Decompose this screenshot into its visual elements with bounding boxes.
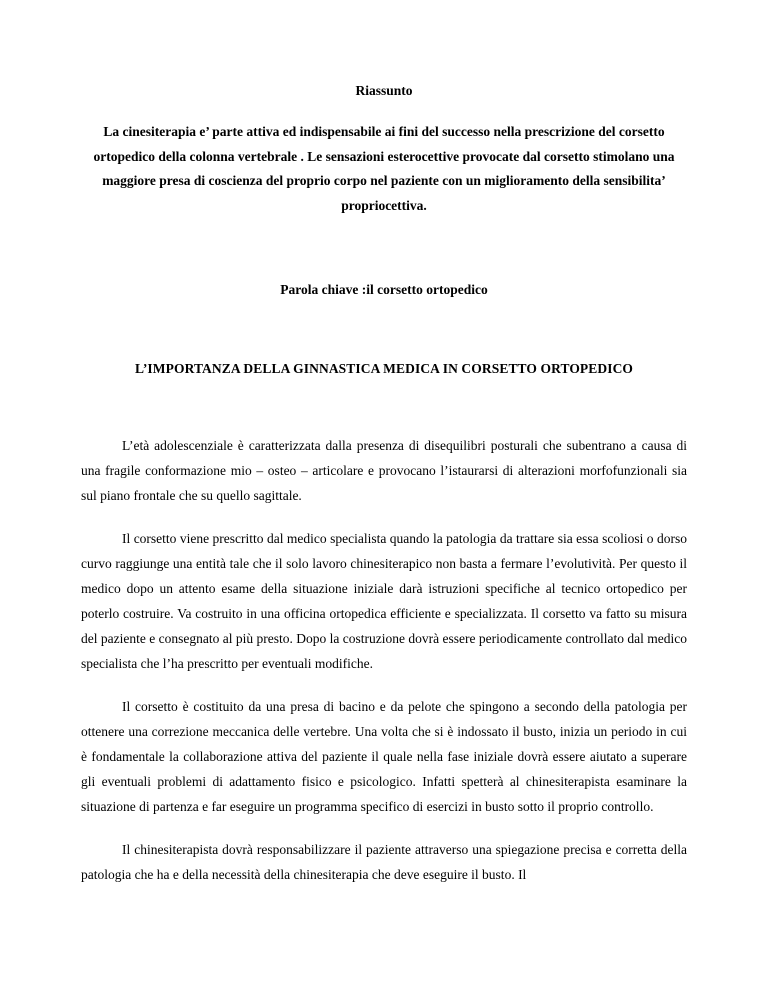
abstract-heading: Riassunto	[355, 83, 413, 98]
paragraph: Il chinesiterapista dovrà responsabilizzare il paziente attraverso una spiegazione precisa e corretta della patologia che ha e della necessità della chinesiterapia che deve eseguire il busto. Il	[81, 842, 687, 882]
paragraph: Il corsetto viene prescritto dal medico specialista quando la patologia da trattare sia essa scoliosi o dorso curvo raggiunge una entità tale che il solo lavoro chinesiterapico non basta a fermare l’evolutività. Per questo il medico dopo un attento esame della situazione iniziale darà istruzioni specifiche al tecnico ortopedico per poterlo costruire. Va costruito in una officina ortopedica efficiente e specializzata. Il corsetto va fatto su misura del paziente e consegnato al più presto. Dopo la costruzione dovrà essere periodicamente controllato dal medico specialista che l’ha prescritto per eventuali modifiche.	[81, 531, 687, 671]
section-title: L’IMPORTANZA DELLA GINNASTICA MEDICA IN CORSETTO ORTOPEDICO	[134, 361, 634, 376]
paragraph: L’età adolescenziale è caratterizzata dalla presenza di disequilibri posturali che subentrano a causa di una fragile conformazione mio – osteo – articolare e provocano l’istaurarsi di alterazioni morfofunzionali sia sul piano frontale che su quello sagittale.	[81, 438, 687, 503]
keywords-line: Parola chiave :il corsetto ortopedico	[280, 282, 488, 297]
paragraph: Il corsetto è costituito da una presa di bacino e da pelote che spingono a secondo della patologia per ottenere una correzione meccanica delle vertebre. Una volta che si è indossato il busto, inizia un periodo in cui è fondamentale la collaborazione attiva del paziente il quale nella fase iniziale dovrà essere aiutato a superare gli eventuali problemi di adattamento fisico e psicologico. Infatti spetterà al chinesiterapista esaminare la situazione di partenza e far eseguire un programma specifico di esercizi in busto sotto il proprio controllo.	[81, 699, 687, 814]
body-text	[81, 433, 687, 905]
abstract-text: La cinesiterapia e’ parte attiva ed indispensabile ai fini del successo nella prescrizione del corsetto ortopedico della colonna vertebrale . Le sensazioni esterocettive provocate dal corsetto stimolano una maggiore presa di coscienza del proprio corpo nel paziente con un miglioramento della sensibilita’ propriocettiva.	[93, 124, 675, 213]
